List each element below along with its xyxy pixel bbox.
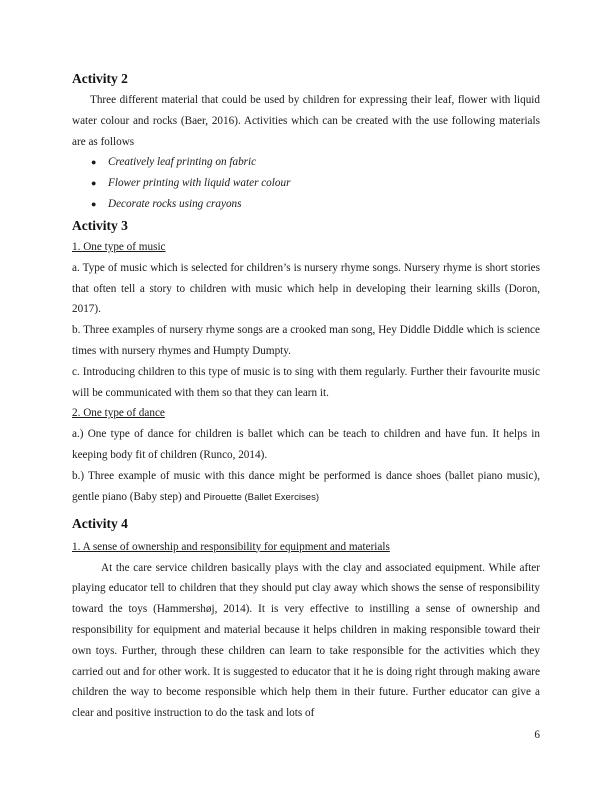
list-item-text: Flower printing with liquid water colour xyxy=(108,177,291,190)
dance-subheading: 2. One type of dance xyxy=(72,407,165,420)
dance-paragraph-b-tail: Pirouette (Ballet Exercises) xyxy=(203,491,320,503)
list-item xyxy=(91,194,540,215)
activity-4-heading: Activity 4 xyxy=(72,515,128,531)
activity-2-bullet-list xyxy=(72,152,540,214)
activity-2-heading: Activity 2 xyxy=(72,71,128,86)
list-item xyxy=(91,152,540,173)
dance-paragraph-b-text: b.) Three example of music with this dance might be performed is dance shoes (ballet piano music), gentle piano (Baby step) and xyxy=(72,469,540,503)
music-paragraph-c: c. Introducing children to this type of music is to sing with them regularly. Further their favourite music will be communicated with them so that they can learn it. xyxy=(72,365,540,399)
music-paragraph-a: a. Type of music which is selected for children’s is nursery rhyme songs. Nursery rhyme is short stories that often tell a story to children with music which help in developing their learning skills (Doron, 2017). xyxy=(72,261,540,316)
music-subheading: 1. One type of music xyxy=(72,240,166,253)
activity-4-body: At the care service children basically plays with the clay and associated equipment. While after playing educator tell to children that they should put clay away which shows the sense of responsibility toward the toys (Hammershøj, 2014). It is very effective to instilling a sense of ownership and responsibility for equipment and material because it helps children in making responsible toward their own toys. Further, through these children can learn to take responsible for the activities which they carried out and for other work. It is suggested to educator that it he is doing right through making aware children the way to become responsible which help them in their future. Further educator can give a clear and positive instruction to do the task and lots of xyxy=(72,561,540,720)
music-paragraph-b: b. Three examples of nursery rhyme songs are a crooked man song, Hey Diddle Diddle which is science times with nursery rhymes and Humpty Dumpty. xyxy=(72,324,540,357)
page-number: 6 xyxy=(534,729,540,741)
document-page xyxy=(72,68,540,724)
bullet-icon: ● xyxy=(91,178,97,189)
dance-paragraph-b xyxy=(72,466,540,509)
list-item xyxy=(91,173,540,194)
activity-3-heading: Activity 3 xyxy=(72,217,128,233)
list-item-text: Creatively leaf printing on fabric xyxy=(108,156,257,169)
ownership-subheading: 1. A sense of ownership and responsibility for equipment and materials xyxy=(72,540,390,553)
activity-2-intro: Three different material that could be used by children for expressing their leaf, flower with liquid water colour and rocks (Baer, 2016). Activities which can be created with the use following materials are as follows xyxy=(72,94,540,148)
dance-paragraph-a: a.) One type of dance for children is ballet which can be teach to children and have fun. It helps in keeping body fit of children (Runco, 2014). xyxy=(72,428,540,462)
list-item-text: Decorate rocks using crayons xyxy=(108,197,242,210)
bullet-icon: ● xyxy=(91,157,97,168)
bullet-icon: ● xyxy=(91,198,97,209)
